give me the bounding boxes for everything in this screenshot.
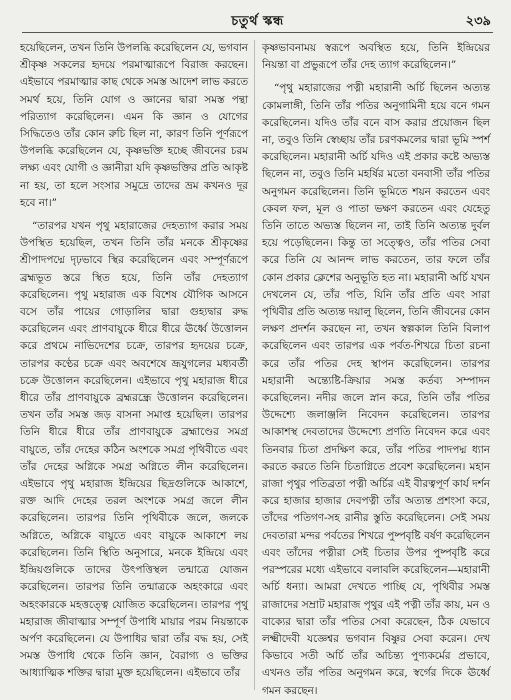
running-head: চতুর্থ স্কন্ধ <box>231 14 284 29</box>
paragraph: “তারপর যখন পৃথু মহারাজের দেহত্যাগ করার সময় উপস্থিত হয়েছিল, তখন তিনি তাঁর মনকে শ্রীকৃষ্ণের শ্রীপাদপদ্মে দৃঢ়ভাবে স্থির করেছিলেন এবং সম্পূর্ণরূপে ব্রহ্মভূত স্তরে স্থিত হয়ে, তিনি তাঁর দেহত্যাগ করেছিলেন। পৃথু মহারাজ এক বিশেষ যৌগিক আসনে বসে তাঁর পায়ের গোড়ালির দ্বারা গুহ্যদ্বার রুদ্ধ করেছিলেন এবং প্রাণবায়ুকে ধীরে ধীরে ঊর্ধ্বে উত্তোলন করে প্রথমে নাভিদেশের চক্রে, তারপর হৃদয়ের চক্রে, তারপর কণ্ঠের চক্রে এবং অবশেষে ভ্রূযুগলের মধ্যবর্তী চক্রে উত্তোলন করেছিলেন। এইভাবে পৃথু মহারাজ ধীরে ধীরে তাঁর প্রাণবায়ুকে ব্রহ্মরন্ধ্রে উত্তোলন করেছিলেন। তখন তাঁর সমস্ত জড় বাসনা সমাপ্ত হয়েছিল। তারপর তিনি ধীরে ধীরে তাঁর প্রাণবায়ুকে ব্রহ্মাণ্ডের সমগ্র বায়ুতে, তাঁর দেহের কঠিন অংশকে সমগ্র পৃথিবীতে এবং তাঁর দেহের অগ্নিকে সমগ্র অগ্নিতে লীন করেছিলেন। এইভাবে পৃথু মহারাজ ইন্দ্রিয়ের ছিদ্রগুলিকে আকাশে, রক্ত আদি দেহের তরল অংশকে সমগ্র জলে লীন করেছিলেন। তারপর তিনি পৃথিবীকে জলে, জলকে অগ্নিতে, অগ্নিকে বায়ুতে এবং বায়ুকে আকাশে লয় করেছিলেন। তিনি স্থিতি অনুসারে, মনকে ইন্দ্রিয়ে এবং ইন্দ্রিয়গুলিকে তাদের উৎপত্তিস্থল তন্মাত্রে যোজন করেছিলেন। তারপর তিনি তন্মাত্রকে অহংকারে এবং অহংকারকে মহত্তত্ত্বে যোজিত করেছিলেন। তারপর পৃথু মহারাজ জীবাত্মার সম্পূর্ণ উপাধি মায়ার পরম নিয়ন্তাকে অর্পণ করেছিলেন। যে উপাধির দ্বারা তাঁর বদ্ধ হয়, সেই সমস্ত উপাধি থেকে তিনি জ্ঞান, বৈরাগ্য ও ভক্তির আধ্যাত্মিক শক্তির দ্বারা মুক্ত হয়েছিলেন। এইভাবে তাঁর <box>20 220 248 680</box>
paragraph: কৃষ্ণভাবনাময় স্বরূপে অবস্থিত হয়ে, তিনি ইন্দ্রিয়ের নিয়ন্তা বা প্রভুরূপে তাঁর দেহ ত্যাগ করেছিলেন।” <box>262 42 490 72</box>
paragraph: “পৃথু মহারাজের পত্নী মহারানী অর্চি ছিলেন অত্যন্ত কোমলাঙ্গী, তিনি তাঁর পতির অনুগামিনী হয়ে বনে গমন করেছিলেন। যদিও তাঁর বনে বাস করার প্রয়োজন ছিল না, তবুও তিনি স্বেচ্ছায় তাঁর চরণকমলের দ্বারা ভূমি স্পর্শ করেছিলেন। মহারানী অর্চি যদিও এই প্রকার কষ্টে অভ্যস্ত ছিলেন না, তবুও তিনি মহর্ষির মতো বনবাসী তাঁর পতির অনুগমন করেছিলেন। তিনি ভূমিতে শয়ন করতেন এবং কেবল ফল, মূল ও পাতা ভক্ষণ করতেন এবং যেহেতু তিনি তাতে অভ্যস্ত ছিলেন না, তাই তিনি অত্যন্ত দুর্বল হয়ে পড়েছিলেন। কিন্তু তা সত্ত্বেও, তাঁর পতির সেবা করে তিনি যে আনন্দ লাভ করতেন, তার ফলে তাঁর কোন প্রকার ক্লেশের অনুভূতি হত না। মহারানী অর্চি যখন দেখলেন যে, তাঁর পতি, যিনি তাঁর প্রতি এবং সারা পৃথিবীর প্রতি অত্যন্ত দয়ালু ছিলেন, তিনি জীবনের কোন লক্ষণ প্রদর্শন করছেন না, তখন স্বল্পকাল তিনি বিলাপ করেছিলেন এবং তারপর এক পর্বত-শিখরে চিতা রচনা করে তাঁর পতির দেহ স্থাপন করেছিলেন। তারপর মহারানী অন্ত্যেষ্টি-ক্রিয়ার সমস্ত কর্তব্য সম্পাদন করেছিলেন। নদীর জলে স্নান করে, তিনি তাঁর পতির উদ্দেশ্যে জলাঞ্জলি নিবেদন করেছিলেন। তারপর আকাশস্থ দেবতাদের উদ্দেশ্যে প্রণতি নিবেদন করে এবং তিনবার চিতা প্রদক্ষিণ করে, তাঁর পতির পাদপদ্ম ধ্যান করতে করতে তিনি চিতাগ্নিতে প্রবেশ করেছিলেন। মহান রাজা পৃথুর পতিব্রতা পত্নী অর্চির এই বীরত্বপূর্ণ কার্য দর্শন করে হাজার হাজার দেবপত্নী তাঁর অত্যন্ত প্রশংসা করে, তাঁদের পতিগণ-সহ রানীর স্তুতি করেছিলেন। সেই সময় দেবতারা মন্দর পর্বতের শিখরে পুষ্পবৃষ্টি বর্ষণ করেছিলেন এবং তাঁদের পত্নীরা সেই চিতার উপর পুষ্পবৃষ্টি করে পরস্পরের মধ্যে এইভাবে বলাবলি করেছিলেন—মহারানী অর্চি ধন্যা। আমরা দেখতে পাচ্ছি যে, পৃথিবীর সমস্ত রাজাদের সম্রাট মহারাজ পৃথুর এই পত্নী তাঁর কায়, মন ও বাক্যের দ্বারা তাঁর পতির সেবা করেছেন, ঠিক যেভাবে লক্ষ্মীদেবী যজ্ঞেশ্বর ভগবান বিষ্ণুর সেবা করেন। দেখ কিভাবে সতী অর্চি তাঁর অচিন্ত্য পুণ্যকর্মের প্রভাবে, এখনও তাঁর পতির অনুগমন করে, স্বর্গের দিকে ঊর্ধ্বে গমন করছেন। <box>262 82 490 697</box>
right-column <box>262 40 490 700</box>
left-column <box>20 40 248 683</box>
page-header <box>22 12 493 33</box>
page-number: ২৩৯ <box>465 14 491 29</box>
paragraph: হয়েছিলেন, তখন তিনি উপলব্ধি করেছিলেন যে, ভগবান শ্রীকৃষ্ণ সকলের হৃদয়ে পরমাত্মারূপে বিরাজ করছেন। এইভাবে পরমাত্মার কাছ থেকে সমস্ত আদেশ লাভ করতে সমর্থ হয়ে, তিনি যোগ ও জ্ঞানের দ্বারা সমস্ত পন্থা পরিত্যাগ করেছিলেন। এমন কি জ্ঞান ও যোগের সিদ্ধিতেও তাঁর কোন রুচি ছিল না, কারণ তিনি পূর্ণরূপে উপলব্ধি করেছিলেন যে, কৃষ্ণভক্তি হচ্ছে জীবনের চরম লক্ষ্য এবং যোগী ও জ্ঞানীরা যদি কৃষ্ণভক্তির প্রতি আকৃষ্ট না হয়, তা হলে সংসার সমুদ্রে তাদের ভ্রম কখনও দূর হবে না।” <box>20 42 248 209</box>
column-divider <box>254 40 255 690</box>
